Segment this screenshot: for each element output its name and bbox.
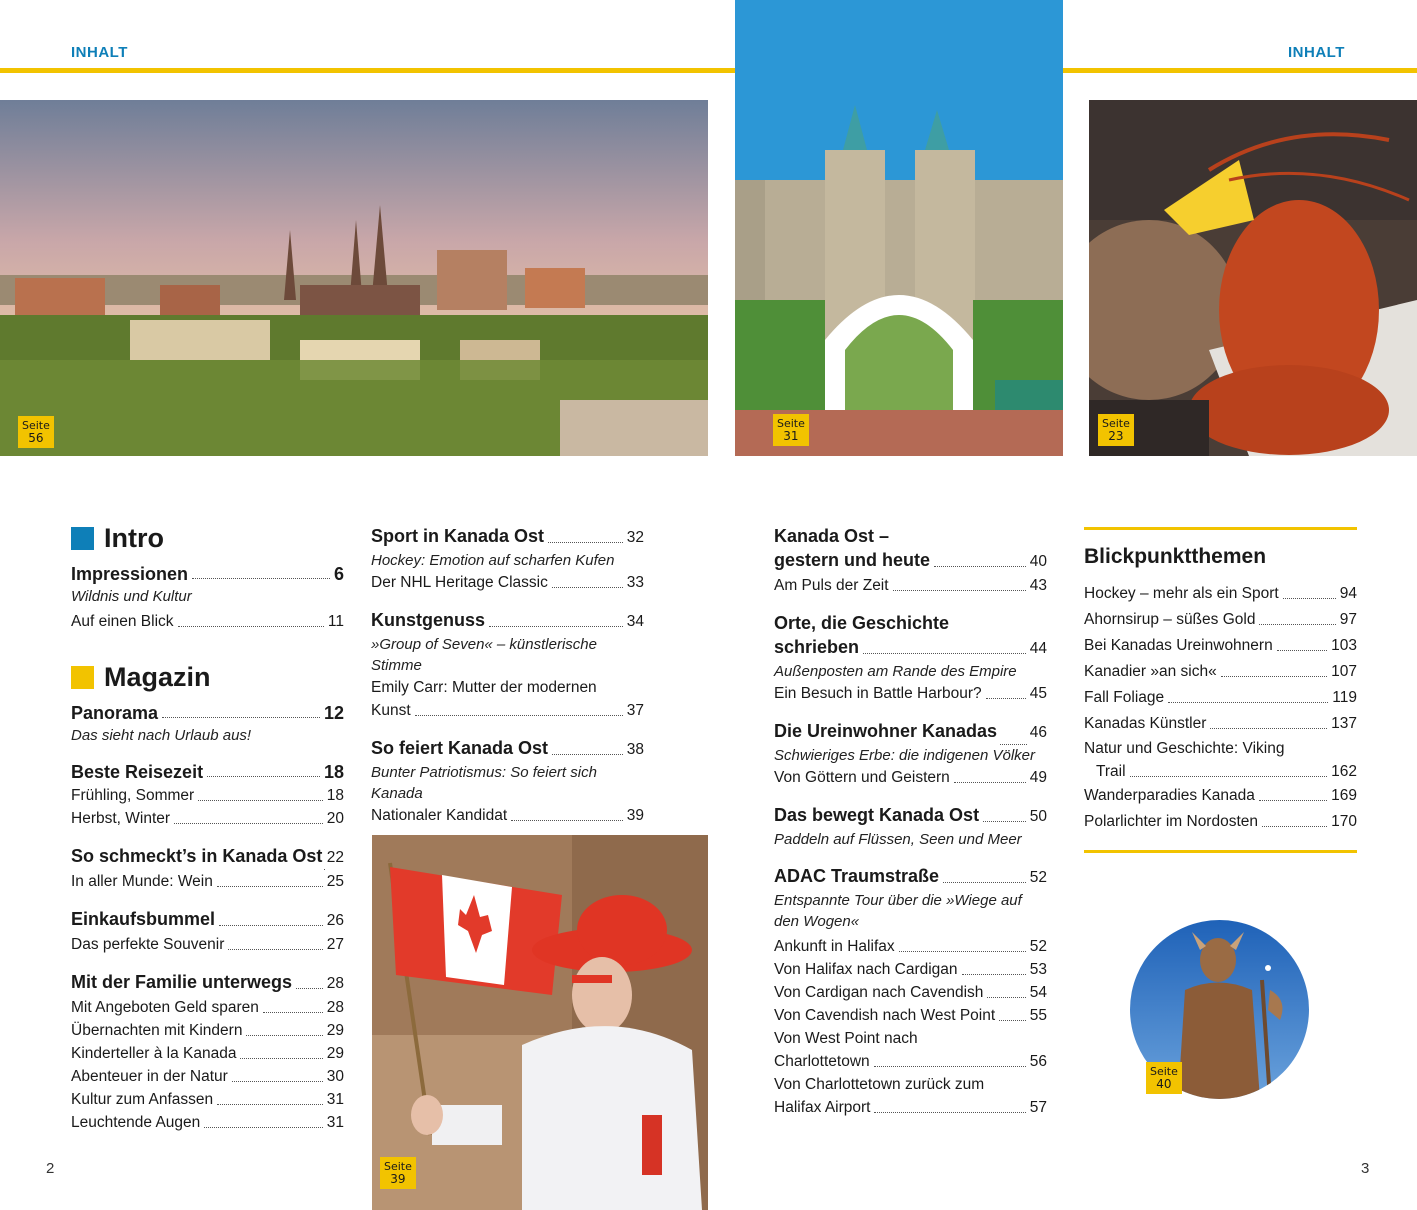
- toc-entry-line1[interactable]: Von West Point nach: [774, 1030, 918, 1047]
- toc-entry[interactable]: Bei Kanadas Ureinwohnern 103: [1084, 637, 1357, 654]
- toc-entry[interactable]: Mit der Familie unterwegs 28: [71, 972, 344, 992]
- toc-entry-line1[interactable]: Von Charlottetown zurück zum: [774, 1076, 985, 1093]
- toc-entry[interactable]: Wanderparadies Kanada 169: [1084, 787, 1357, 804]
- photo-city-skyline: [0, 100, 708, 456]
- toc-entry[interactable]: So schmeckt’s in Kanada Ost 22: [71, 846, 344, 866]
- toc-entry[interactable]: Frühling, Sommer 18: [71, 787, 344, 804]
- toc-entry[interactable]: Von Cavendish nach West Point 55: [774, 1007, 1047, 1024]
- toc-entry[interactable]: Herbst, Winter 20: [71, 810, 344, 827]
- page-number-right: 3: [1361, 1160, 1370, 1177]
- toc-entry[interactable]: schrieben 44: [774, 637, 1047, 657]
- toc-entry[interactable]: Von Cardigan nach Cavendish 54: [774, 984, 1047, 1001]
- toc-subtitle: Entspannte Tour über die »Wiege auf den Wogen«: [774, 892, 1022, 930]
- toc-entry[interactable]: Am Puls der Zeit 43: [774, 577, 1047, 594]
- blickpunkt-title: Blickpunktthemen: [1084, 545, 1267, 568]
- toc-entry[interactable]: Das perfekte Souvenir 27: [71, 936, 344, 953]
- page-badge-city: Seite 56: [18, 416, 54, 448]
- blickpunkt-rule-top: [1084, 527, 1357, 530]
- toc-heading-line1[interactable]: Orte, die Geschichte: [774, 613, 950, 633]
- photo-flag-man: [372, 835, 708, 1210]
- toc-entry[interactable]: Ahornsirup – süßes Gold 97: [1084, 611, 1357, 628]
- toc-entry[interactable]: Trail 162: [1096, 763, 1357, 780]
- toc-entry[interactable]: Kanadier »an sich« 107: [1084, 663, 1357, 680]
- toc-entry[interactable]: Hockey – mehr als ein Sport 94: [1084, 585, 1357, 602]
- toc-subtitle: Schwieriges Erbe: die indigenen Völker: [774, 747, 1035, 764]
- page-badge-flag: Seite 39: [380, 1157, 416, 1189]
- toc-entry[interactable]: Kunstgenuss 34: [371, 610, 644, 630]
- header-label-right: INHALT: [1288, 44, 1345, 61]
- intro-square-icon: [71, 527, 94, 550]
- header-rule-right: [1063, 68, 1417, 73]
- toc-entry[interactable]: Sport in Kanada Ost 32: [371, 526, 644, 546]
- header-label-left: INHALT: [71, 44, 128, 61]
- toc-heading-line1[interactable]: Kanada Ost –: [774, 526, 890, 546]
- toc-entry[interactable]: Kultur zum Anfassen 31: [71, 1091, 344, 1108]
- toc-entry[interactable]: Von Halifax nach Cardigan 53: [774, 961, 1047, 978]
- magazin-square-icon: [71, 666, 94, 689]
- toc-entry[interactable]: Einkaufsbummel 26: [71, 909, 344, 929]
- toc-entry[interactable]: Charlottetown 56: [774, 1053, 1047, 1070]
- toc-entry[interactable]: In aller Munde: Wein 25: [71, 873, 344, 890]
- toc-entry[interactable]: Abenteuer in der Natur 30: [71, 1068, 344, 1085]
- toc-subtitle: Außenposten am Rande des Empire: [774, 663, 1017, 680]
- toc-entry[interactable]: Ankunft in Halifax 52: [774, 938, 1047, 955]
- toc-entry[interactable]: Halifax Airport 57: [774, 1099, 1047, 1116]
- toc-column-3: [774, 524, 1047, 1119]
- toc-entry[interactable]: Impressionen 6: [71, 564, 344, 584]
- toc-subtitle: Das sieht nach Urlaub aus!: [71, 727, 252, 744]
- toc-entry[interactable]: Kunst 37: [371, 702, 644, 719]
- toc-entry-line1[interactable]: Emily Carr: Mutter der modernen: [371, 679, 597, 696]
- toc-entry[interactable]: Das bewegt Kanada Ost 50: [774, 805, 1047, 825]
- page-badge-viking: Seite 40: [1146, 1062, 1182, 1094]
- toc-entry[interactable]: Die Ureinwohner Kanadas 46: [774, 719, 1047, 745]
- toc-entry[interactable]: Panorama 12: [71, 703, 344, 723]
- blickpunkt-box: [1084, 543, 1357, 835]
- toc-subtitle: Paddeln auf Flüssen, Seen und Meer: [774, 831, 1022, 848]
- toc-entry[interactable]: Mit Angeboten Geld sparen 28: [71, 999, 344, 1016]
- blickpunkt-rule-bottom: [1084, 850, 1357, 853]
- toc-entry[interactable]: Auf einen Blick 11: [71, 613, 344, 630]
- toc-entry[interactable]: Nationaler Kandidat 39: [371, 807, 644, 824]
- toc-entry[interactable]: Ein Besuch in Battle Harbour? 45: [774, 685, 1047, 702]
- toc-entry[interactable]: Kinderteller à la Kanada 29: [71, 1045, 344, 1062]
- toc-subtitle: Bunter Patriotismus: So feiert sich Kanada: [371, 764, 597, 802]
- toc-entry[interactable]: Übernachten mit Kindern 29: [71, 1022, 344, 1039]
- toc-entry[interactable]: Beste Reisezeit 18: [71, 762, 344, 782]
- toc-subtitle: Hockey: Emotion auf scharfen Kufen: [371, 552, 615, 569]
- toc-column-1: [71, 522, 344, 1134]
- toc-subtitle: »Group of Seven« – künstlerische Stimme: [371, 636, 597, 674]
- toc-subtitle: Wildnis und Kultur: [71, 588, 192, 605]
- toc-entry[interactable]: Der NHL Heritage Classic 33: [371, 574, 644, 591]
- toc-entry[interactable]: Kanadas Künstler 137: [1084, 715, 1357, 732]
- page-badge-lobster: Seite 23: [1098, 414, 1134, 446]
- page-badge-castle: Seite 31: [773, 414, 809, 446]
- toc-entry[interactable]: Leuchtende Augen 31: [71, 1114, 344, 1131]
- section-intro: Intro: [71, 522, 344, 554]
- page-number-left: 2: [46, 1160, 55, 1177]
- toc-entry[interactable]: So feiert Kanada Ost 38: [371, 738, 644, 758]
- header-rule-left: [0, 68, 735, 73]
- toc-entry[interactable]: Polarlichter im Nordosten 170: [1084, 813, 1357, 830]
- photo-lobster: [1089, 100, 1417, 456]
- toc-column-2: [371, 524, 644, 827]
- photo-castle: [735, 0, 1063, 456]
- toc-entry[interactable]: gestern und heute 40: [774, 550, 1047, 570]
- toc-entry[interactable]: Von Göttern und Geistern 49: [774, 769, 1047, 786]
- section-magazin: Magazin: [71, 661, 344, 693]
- toc-entry[interactable]: Fall Foliage 119: [1084, 689, 1357, 706]
- toc-entry[interactable]: ADAC Traumstraße 52: [774, 866, 1047, 886]
- toc-entry-line1[interactable]: Natur und Geschichte: Viking: [1084, 740, 1285, 757]
